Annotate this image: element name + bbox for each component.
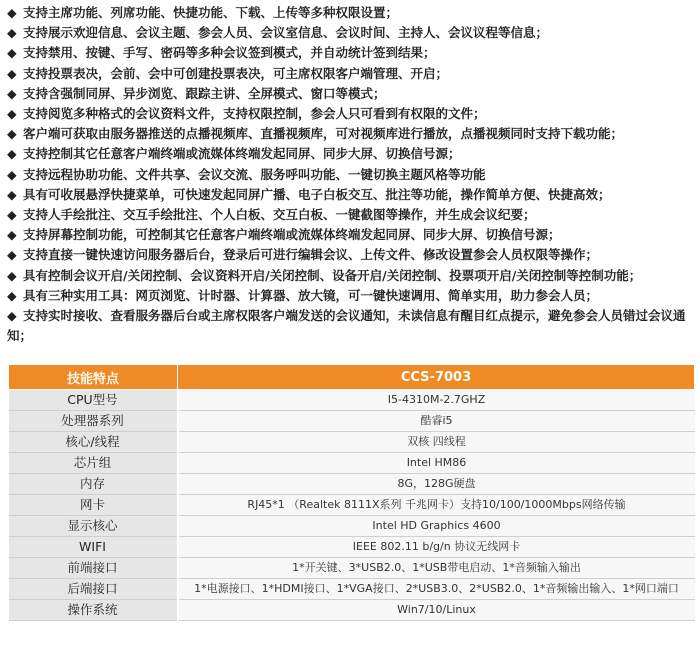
table-row (9, 600, 695, 621)
feature-text: 支持主席功能、列席功能、快捷功能、下载、上传等多种权限设置； (23, 5, 399, 20)
table-row (9, 558, 695, 579)
feature-item (7, 185, 695, 205)
feature-item (7, 124, 695, 144)
spec-label: WIFI (9, 537, 178, 558)
feature-text: 客户端可获取由服务器推送的点播视频库、直播视频库，可对视频库进行播放，点播视频同时支持下载功能； (23, 126, 624, 142)
table-row (9, 495, 695, 516)
feature-text: 支持含强制同屏、异步浏览、跟踪主讲、全屏模式、窗口等模式； (23, 85, 386, 101)
feature-item (7, 225, 695, 245)
feature-text: 支持禁用、按键、手写、密码等多种会议签到模式，并自动统计签到结果； (23, 45, 436, 61)
table-row (9, 453, 695, 474)
diamond-bullet-icon: ◆ (7, 5, 17, 20)
diamond-bullet-icon: ◆ (7, 308, 17, 324)
feature-text: 具有三种实用工具：网页浏览、计时器、计算器、放大镜，可一键快速调用、简单实用，助力参会人员； (23, 287, 599, 303)
feature-item (7, 3, 695, 23)
spec-value: Intel HD Graphics 4600 (178, 516, 695, 537)
spec-value: 1*开关键、3*USB2.0、1*USB带电启动、1*音频输入输出 (178, 558, 695, 579)
spec-label: CPU型号 (9, 390, 178, 411)
diamond-bullet-icon: ◆ (7, 207, 17, 223)
feature-item (7, 205, 695, 225)
feature-item (7, 104, 695, 124)
spec-value: I5-4310M-2.7GHZ (178, 390, 695, 411)
spec-label: 操作系统 (9, 600, 178, 621)
diamond-bullet-icon: ◆ (7, 146, 17, 162)
spec-table-header (9, 365, 695, 390)
spec-value: Win7/10/Linux (178, 600, 695, 621)
spec-label: 内存 (9, 474, 178, 495)
spec-value: RJ45*1 （Realtek 8111X系列 千兆网卡）支持10/100/1000Mbps网络传输 (178, 495, 695, 516)
spec-table-body (9, 390, 695, 621)
feature-item (7, 23, 695, 43)
spec-label: 核心/线程 (9, 432, 178, 453)
feature-text: 支持屏幕控制功能，可控制其它任意客户端终端或流媒体终端发起同屏、同步大屏、切换信号源； (23, 227, 561, 243)
feature-text: 支持控制其它任意客户端终端或流媒体终端发起同屏、同步大屏、切换信号源； (23, 146, 461, 162)
feature-item (7, 64, 695, 84)
diamond-bullet-icon: ◆ (7, 186, 17, 202)
spec-label: 芯片组 (9, 453, 178, 474)
feature-item (7, 306, 695, 346)
feature-item (7, 266, 695, 286)
feature-text: 支持远程协助功能、文件共享、会议交流、服务呼叫功能、一键切换主题风格等功能 (23, 166, 486, 182)
feature-text: 具有可收展悬浮快捷菜单，可快速发起同屏广播、电子白板交互、批注等功能，操作简单方便、快捷高效； (23, 186, 611, 202)
table-row (9, 411, 695, 432)
spec-label: 显示核心 (9, 516, 178, 537)
diamond-bullet-icon: ◆ (7, 166, 17, 182)
diamond-bullet-icon: ◆ (7, 45, 17, 61)
feature-list (7, 3, 695, 346)
table-row (9, 579, 695, 600)
spec-value: 8G，128G硬盘 (178, 474, 695, 495)
spec-label: 网卡 (9, 495, 178, 516)
table-row (9, 537, 695, 558)
table-row (9, 390, 695, 411)
feature-item (7, 286, 695, 306)
feature-text: 支持投票表决，会前、会中可创建投票表决，可主席权限客户端管理、开启； (23, 65, 449, 81)
feature-item (7, 165, 695, 185)
spec-value: 1*电源接口、1*HDMI接口、1*VGA接口、2*USB3.0、2*USB2.0、1*音频输出输入、1*网口端口 (178, 579, 695, 600)
diamond-bullet-icon: ◆ (7, 287, 17, 303)
table-row (9, 432, 695, 453)
diamond-bullet-icon: ◆ (7, 227, 17, 243)
feature-text: 支持实时接收、查看服务器后台或主席权限客户端发送的会议通知，未读信息有醒目红点提示，避免参会人员错过会议通知； (7, 308, 686, 344)
diamond-bullet-icon: ◆ (7, 65, 17, 81)
header-model-name: CCS-7003 (178, 365, 695, 390)
table-row (9, 474, 695, 495)
diamond-bullet-icon: ◆ (7, 25, 17, 41)
feature-item (7, 43, 695, 63)
spec-value: Intel HM86 (178, 453, 695, 474)
header-feature-label: 技能特点 (9, 365, 178, 390)
spec-table (8, 364, 695, 621)
feature-item (7, 144, 695, 164)
feature-text: 具有控制会议开启/关闭控制、会议资料开启/关闭控制、设备开启/关闭控制、投票项开启/关闭控制等控制功能； (23, 267, 642, 283)
diamond-bullet-icon: ◆ (7, 247, 17, 263)
feature-text: 支持人手绘批注、交互手绘批注、个人白板、交互白板、一键截图等操作，并生成会议纪要； (23, 207, 536, 223)
spec-label: 处理器系列 (9, 411, 178, 432)
spec-label: 前端接口 (9, 558, 178, 579)
spec-value: IEEE 802.11 b/g/n 协议无线网卡 (178, 537, 695, 558)
spec-label: 后端接口 (9, 579, 178, 600)
diamond-bullet-icon: ◆ (7, 85, 17, 101)
feature-text: 支持阅览多种格式的会议资料文件，支持权限控制，参会人只可看到有权限的文件； (23, 106, 486, 122)
feature-item (7, 245, 695, 265)
table-row (9, 516, 695, 537)
feature-text: 支持展示欢迎信息、会议主题、参会人员、会议室信息、会议时间、主持人、会议议程等信息； (23, 25, 549, 41)
feature-text: 支持直接一键快速访问服务器后台，登录后可进行编辑会议、上传文件、修改设置参会人员权限等操作； (23, 247, 599, 263)
spec-value: 双核 四线程 (178, 432, 695, 453)
feature-item (7, 84, 695, 104)
diamond-bullet-icon: ◆ (7, 267, 17, 283)
diamond-bullet-icon: ◆ (7, 126, 17, 142)
diamond-bullet-icon: ◆ (7, 106, 17, 122)
spec-value: 酷睿i5 (178, 411, 695, 432)
